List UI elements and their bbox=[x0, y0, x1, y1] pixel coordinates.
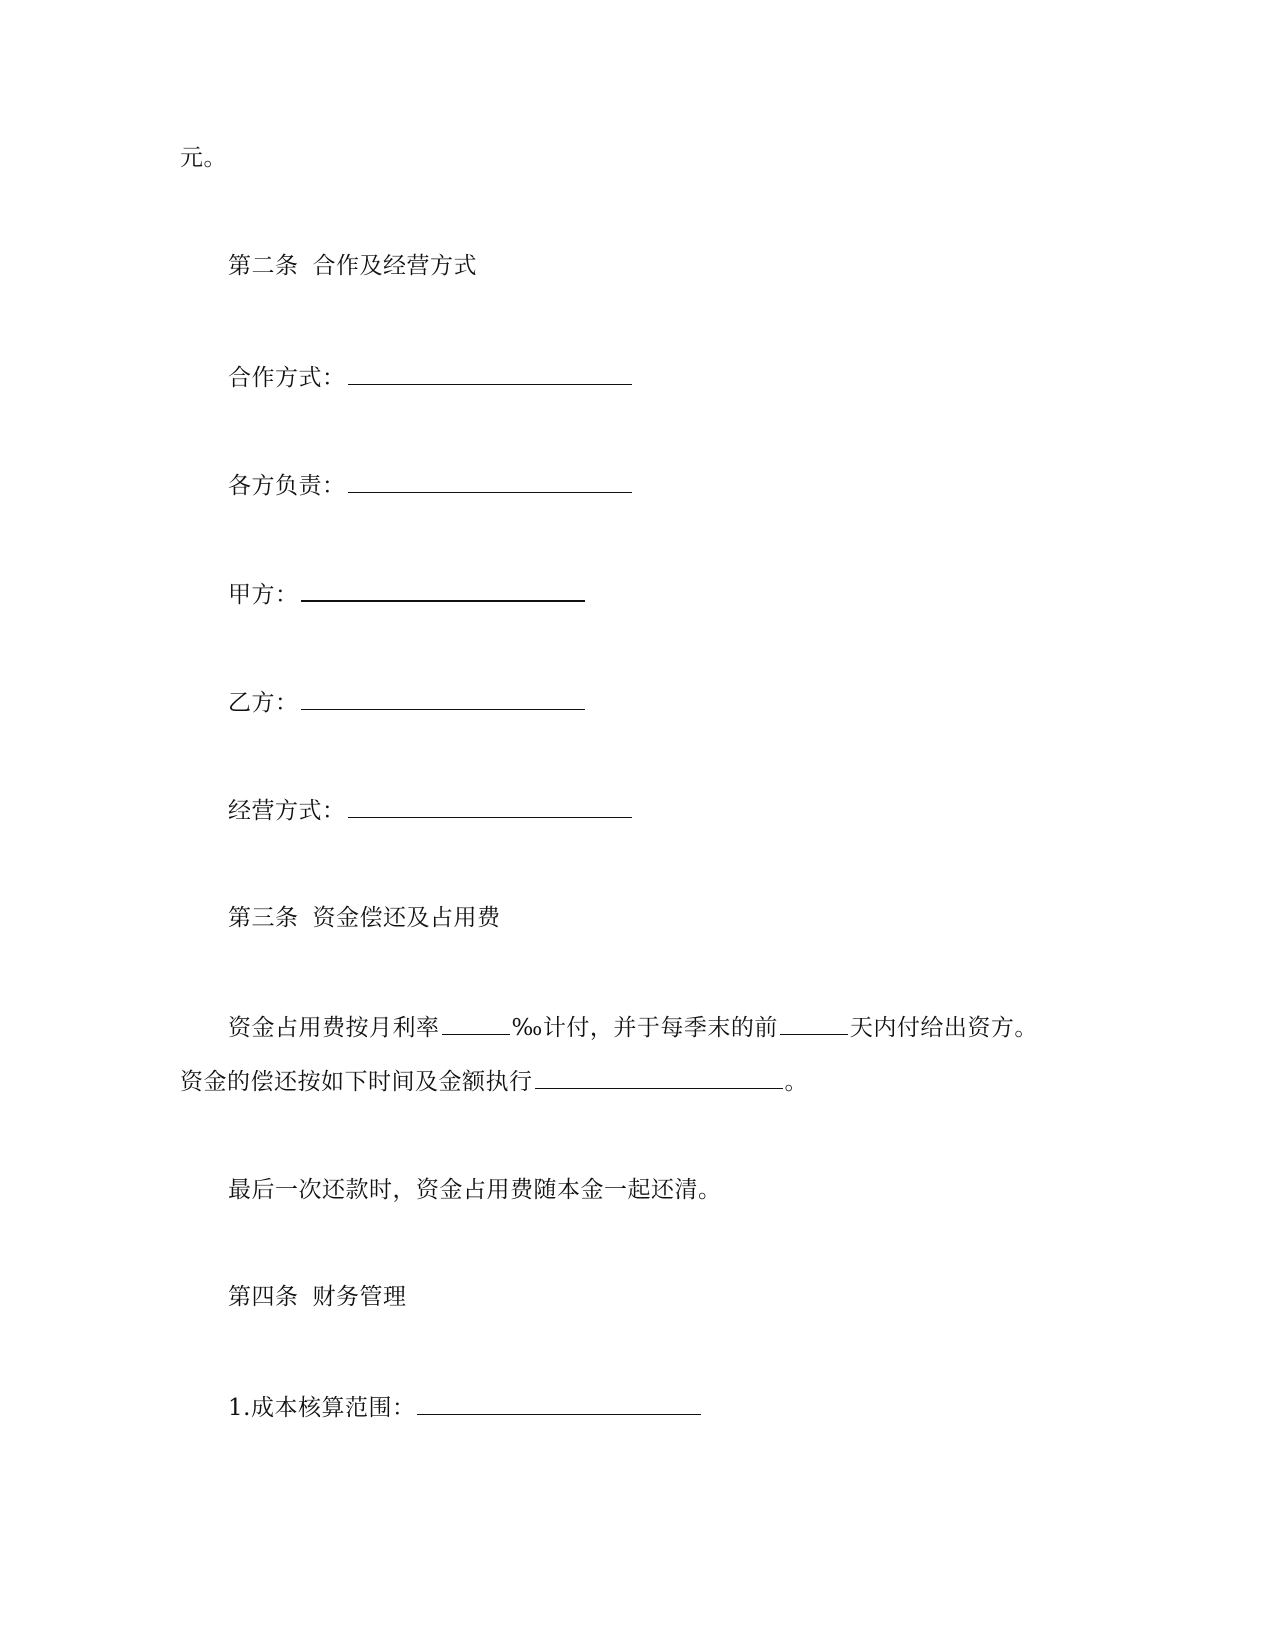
article-3-number: 第三条 bbox=[228, 905, 299, 931]
article-2-title: 合作及经营方式 bbox=[312, 253, 477, 279]
cooperation-mode-blank[interactable] bbox=[348, 360, 632, 385]
responsibilities-label: 各方负责： bbox=[228, 473, 346, 499]
operation-mode-label: 经营方式： bbox=[228, 798, 346, 824]
monthly-rate-text: 资金占用费按月利率 bbox=[228, 1015, 440, 1041]
article-3-title: 资金偿还及占用费 bbox=[312, 905, 501, 931]
cost-accounting-scope-label: 1.成本核算范围： bbox=[228, 1395, 416, 1421]
continuation-text-value: 元。 bbox=[180, 145, 227, 171]
responsibilities-blank[interactable] bbox=[348, 468, 632, 493]
payment-days-text: ‰计付，并于每季末的前 bbox=[511, 1015, 778, 1041]
cooperation-mode-field bbox=[228, 360, 634, 394]
party-a-blank[interactable] bbox=[301, 576, 585, 602]
article-3-heading bbox=[228, 902, 501, 934]
cooperation-mode-label: 合作方式： bbox=[228, 365, 346, 391]
article-4-title: 财务管理 bbox=[312, 1284, 407, 1310]
party-b-label: 乙方： bbox=[228, 690, 299, 716]
article-4-number: 第四条 bbox=[228, 1284, 299, 1310]
party-b-field bbox=[228, 685, 587, 719]
payment-days-blank[interactable] bbox=[780, 1010, 848, 1035]
party-b-blank[interactable] bbox=[301, 685, 585, 710]
operation-mode-blank[interactable] bbox=[348, 793, 632, 818]
operation-mode-field bbox=[228, 793, 634, 827]
cost-accounting-scope-blank[interactable] bbox=[417, 1390, 701, 1415]
repayment-schedule-blank[interactable] bbox=[535, 1064, 783, 1089]
repayment-schedule-end: 。 bbox=[784, 1069, 808, 1095]
article-2-heading bbox=[228, 250, 477, 282]
monthly-rate-blank[interactable] bbox=[442, 1010, 510, 1035]
article-3-paragraph-2 bbox=[228, 1174, 722, 1206]
repayment-schedule-text: 资金的偿还按如下时间及金额执行 bbox=[180, 1069, 533, 1095]
responsibilities-field bbox=[228, 468, 634, 502]
continuation-text bbox=[180, 142, 227, 174]
article-3-paragraph-1 bbox=[228, 1010, 1038, 1044]
article-4-heading bbox=[228, 1281, 407, 1313]
payment-tail-text: 天内付给出资方。 bbox=[849, 1015, 1038, 1041]
article-3-paragraph-1-continued bbox=[180, 1064, 808, 1098]
party-a-label: 甲方： bbox=[228, 582, 299, 608]
cost-accounting-scope-field bbox=[228, 1390, 703, 1424]
final-payment-text: 最后一次还款时，资金占用费随本金一起还清。 bbox=[228, 1177, 722, 1203]
article-2-number: 第二条 bbox=[228, 253, 299, 279]
party-a-field bbox=[228, 576, 587, 611]
